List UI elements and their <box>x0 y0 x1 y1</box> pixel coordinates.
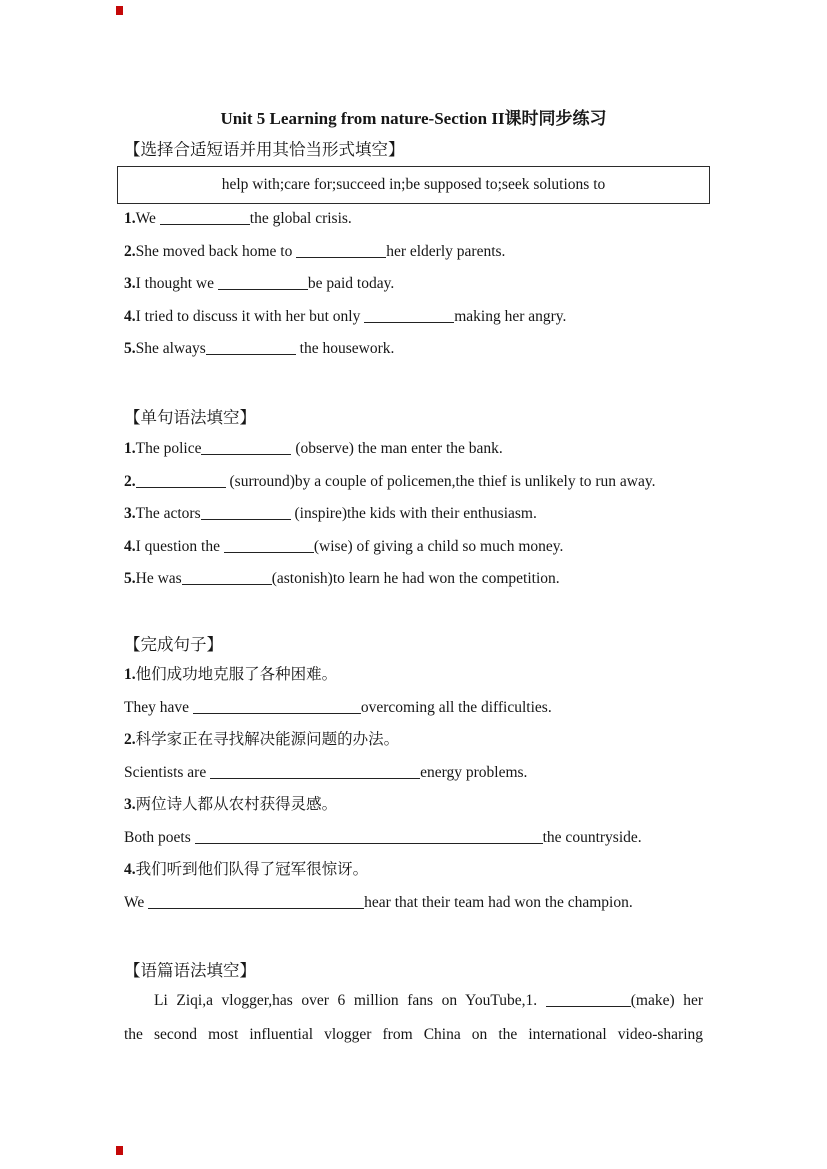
chinese-prompt: 科学家正在寻找解决能源问题的办法。 <box>135 731 400 748</box>
section-header-complete-sentences: 【完成句子】 <box>124 635 223 654</box>
item-text-pre: Both poets <box>124 828 195 846</box>
passage-text-pre: Li Ziqi,a vlogger,has over 6 million fans on YouTube,1. <box>154 992 546 1009</box>
single-sentence-items <box>124 433 656 596</box>
item-text-post: the housework. <box>295 340 395 357</box>
chinese-prompt: 他们成功地克服了各种困难。 <box>135 666 338 683</box>
passage-line <box>124 1018 703 1052</box>
complete-sentences-items <box>124 659 642 919</box>
item-text-pre: I thought we <box>135 275 218 292</box>
exercise-item <box>124 301 566 334</box>
item-text-post: energy problems. <box>420 763 528 781</box>
section-header-phrase-fill: 【选择合适短语并用其恰当形式填空】 <box>124 140 405 159</box>
item-text-post: hear that their team had won the champion. <box>364 893 633 911</box>
word-bank-box <box>117 166 710 204</box>
item-text-pre: He was <box>135 570 182 587</box>
answer-blank <box>160 211 250 225</box>
item-number: 4. <box>124 861 136 878</box>
chinese-prompt-line <box>124 724 642 757</box>
exercise-item <box>124 466 656 499</box>
item-text-pre: We <box>124 893 149 911</box>
item-text-post: (surround)by a couple of policemen,the thief is unlikely to run away. <box>225 472 656 490</box>
item-text-pre: They have <box>124 698 193 716</box>
chinese-prompt: 两位诗人都从农村获得灵感。 <box>135 796 338 813</box>
item-number: 1. <box>124 440 136 457</box>
item-text-post: overcoming all the difficulties. <box>360 698 552 716</box>
item-text-post: (wise) of giving a child so much money. <box>313 537 564 555</box>
answer-blank <box>224 539 314 553</box>
chinese-prompt-line <box>124 789 642 822</box>
item-text-post: be paid today. <box>307 275 395 292</box>
answer-blank <box>182 571 272 585</box>
item-number: 4. <box>124 537 136 555</box>
item-text-post: the global crisis. <box>249 210 352 227</box>
red-mark-top <box>116 6 123 15</box>
page-title: Unit 5 Learning from nature-Section II课时同步练习 <box>220 109 607 128</box>
item-text-pre: The actors <box>135 505 201 522</box>
answer-blank <box>148 895 364 909</box>
item-text-pre: She moved back home to <box>135 242 297 260</box>
red-mark-bottom <box>116 1146 123 1155</box>
item-number: 1. <box>124 666 136 683</box>
item-text-pre: I question the <box>135 537 224 555</box>
item-text-post: making her angry. <box>454 307 567 325</box>
answer-blank <box>195 830 543 844</box>
passage-line <box>124 984 703 1018</box>
item-text-pre: We <box>135 210 160 227</box>
answer-blank <box>201 441 291 455</box>
item-number: 3. <box>124 275 136 292</box>
english-answer-line <box>124 757 642 790</box>
item-number: 2. <box>124 472 136 490</box>
english-answer-line <box>124 822 642 855</box>
phrase-fill-items <box>124 203 566 366</box>
exercise-item <box>124 268 566 301</box>
item-text-post: (inspire)the kids with their enthusiasm. <box>290 505 537 522</box>
item-number: 3. <box>124 796 136 813</box>
item-text-pre: I tried to discuss it with her but only <box>135 307 365 325</box>
answer-blank <box>136 474 226 488</box>
passage-text-post: (make) her <box>630 992 704 1009</box>
exercise-item <box>124 498 656 531</box>
item-number: 2. <box>124 731 136 748</box>
exercise-item <box>124 563 656 596</box>
chinese-prompt: 我们听到他们队得了冠军很惊讶。 <box>135 861 369 878</box>
answer-blank <box>364 309 454 323</box>
item-text-pre: The police <box>135 440 202 457</box>
passage-text: the second most influential vlogger from China on the international video-sharing <box>124 1026 703 1043</box>
item-text-post: the countryside. <box>542 828 642 846</box>
chinese-prompt-line <box>124 854 642 887</box>
answer-blank <box>218 276 308 290</box>
exercise-item <box>124 203 566 236</box>
item-number: 5. <box>124 570 136 587</box>
exercise-item <box>124 333 566 366</box>
english-answer-line <box>124 887 642 920</box>
english-answer-line <box>124 692 642 725</box>
item-text-pre: Scientists are <box>124 763 211 781</box>
answer-blank <box>206 341 296 355</box>
item-text-post: (observe) the man enter the bank. <box>291 440 503 457</box>
exercise-item <box>124 433 656 466</box>
exercise-item <box>124 531 656 564</box>
item-text-post: (astonish)to learn he had won the competition. <box>271 570 560 587</box>
item-number: 2. <box>124 242 136 260</box>
item-number: 1. <box>124 210 136 227</box>
item-text-post: her elderly parents. <box>386 242 506 260</box>
word-bank-text: help with;care for;succeed in;be supposed to;seek solutions to <box>221 176 606 193</box>
item-text-pre: She always <box>135 340 206 357</box>
item-number: 3. <box>124 505 136 522</box>
answer-blank <box>210 765 420 779</box>
passage-paragraph <box>124 984 703 1052</box>
section-header-passage-fill: 【语篇语法填空】 <box>124 961 256 980</box>
answer-blank <box>193 700 361 714</box>
chinese-prompt-line <box>124 659 642 692</box>
item-number: 5. <box>124 340 136 357</box>
section-header-single-sentence: 【单句语法填空】 <box>124 408 256 427</box>
answer-blank <box>296 244 386 258</box>
exercise-item <box>124 236 566 269</box>
item-number: 4. <box>124 307 136 325</box>
answer-blank <box>201 506 291 520</box>
answer-blank <box>546 993 631 1007</box>
